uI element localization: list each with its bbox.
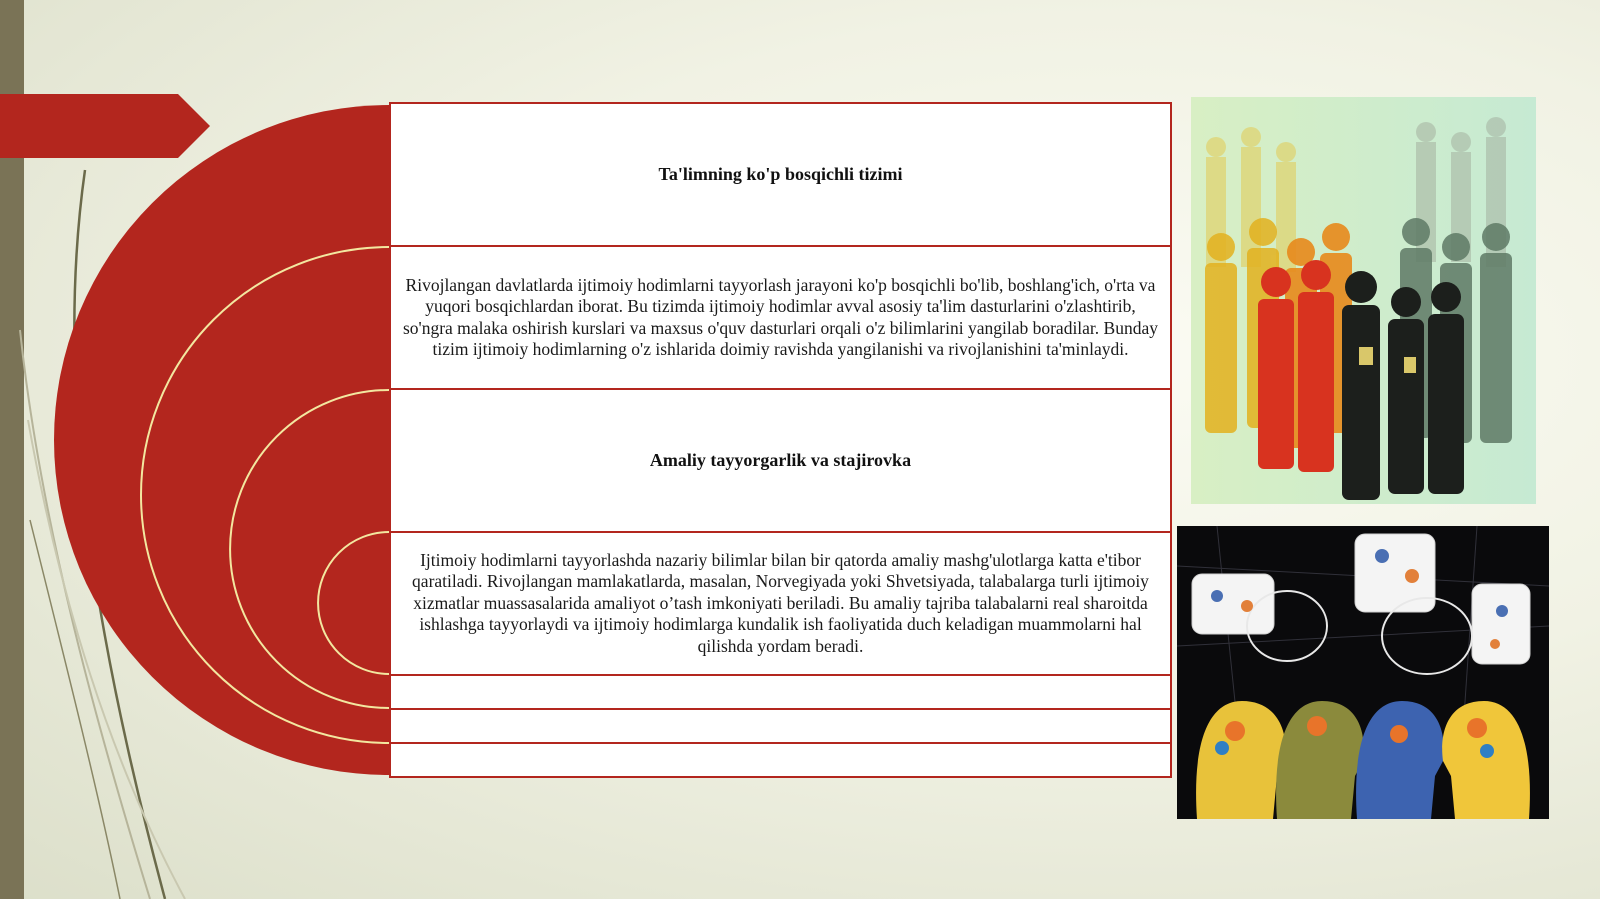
title-tab-arrow: [0, 0, 220, 170]
table-row: [391, 247, 1170, 390]
section-title: Ta'limning ko'p bosqichli tizimi: [658, 164, 903, 184]
crowd-silhouettes-picture: [1191, 97, 1536, 504]
section-text: Rivojlangan davlatlarda ijtimoiy hodimlarni tayyorlash jarayoni ko'p bosqichli bo'lib, boshlang'ich, o'rta va yuqori bosqichlardan iborat. Bu tizimda ijtimoiy hodimlar avval asosiy ta'lim dasturlarini o'zlashtirib, so'ngra malaka oshirish kurslari va maxsus o'quv dasturlari orqali o'z bilimlarini yangilab boradilar. Bunday tizim ijtimoiy hodimlarning o'z ishlarida doimiy ravishda yangilanishi va rivojlanishini ta'minlaydi.: [403, 274, 1158, 359]
content-table: [389, 102, 1172, 778]
table-row-empty: [391, 710, 1170, 744]
table-row: [391, 390, 1170, 533]
table-row-empty: [391, 676, 1170, 710]
table-row: [391, 533, 1170, 676]
table-row: [391, 104, 1170, 247]
table-row-empty: [391, 744, 1170, 776]
thinking-heads-picture: [1177, 526, 1549, 819]
section-text: Ijtimoiy hodimlarni tayyorlashda nazariy bilimlar bilan bir qatorda amaliy mashg'ulotlarga katta e'tibor qaratiladi. Rivojlangan mamlakatlarda, masalan, Norvegiyada yoki Shvetsiyada, talabalarga turli ijtimoiy xizmatlar muassasalarida amaliyot o’tash imkoniyati beriladi. Bu amaliy tajriba talabalarni real sharoitda ishlashga tayyorlaydi va ijtimoiy hodimlarga kundalik ish faoliyatida duch keladigan muammolarni hal qilishda yordam beradi.: [412, 549, 1149, 656]
section-title: Amaliy tayyorgarlik va stajirovka: [649, 450, 912, 470]
